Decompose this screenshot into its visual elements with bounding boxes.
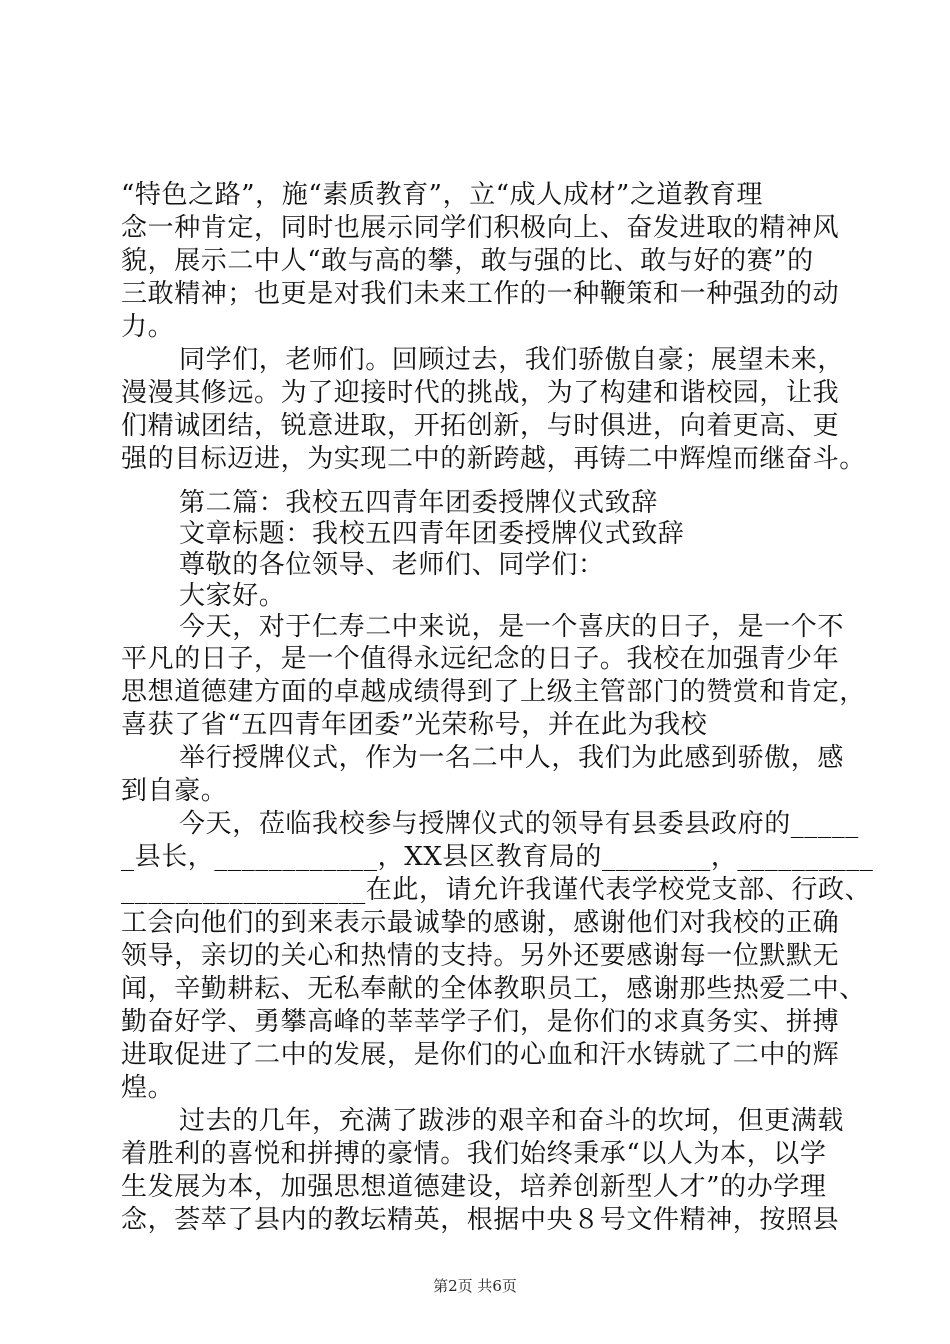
- text-line: 生发展为本，加强思想道德建设，培养创新型人才”的办学理: [121, 1172, 827, 1202]
- text-line: 力。: [121, 312, 175, 342]
- salutation: 尊敬的各位领导、老师们、同学们：: [179, 550, 605, 580]
- text-line: 同学们，老师们。回顾过去，我们骄傲自豪；展望未来，: [179, 345, 845, 375]
- article-title: 文章标题：我校五四青年团委授牌仪式致辞: [179, 519, 685, 549]
- text-line: 闻，辛勤耕耘、无私奉献的全体教职员工，感谢那些热爱二中、: [121, 974, 866, 1004]
- text-line: 举行授牌仪式，作为一名二中人，我们为此感到骄傲，感: [179, 743, 845, 773]
- text-line: 强的目标迈进，为实现二中的新跨越，再铸二中辉煌而继奋斗。: [121, 444, 866, 474]
- text-line: __________________在此，请允许我谨代表学校党支部、行政、: [121, 875, 872, 905]
- text-line: 们精诚团结，锐意进取，开拓创新，与时俱进，向着更高、更: [121, 411, 840, 441]
- greeting: 大家好。: [179, 581, 286, 611]
- text-line: 过去的几年，充满了跋涉的艰辛和奋斗的坎坷，但更满载: [179, 1106, 845, 1136]
- text-line: 到自豪。: [121, 776, 228, 806]
- text-line: “特色之路”，施“素质教育”，立“成人成材”之道教育理: [121, 180, 763, 210]
- text-line: 着胜利的喜悦和拼搏的豪情。我们始终秉承“以人为本，以学: [121, 1139, 827, 1169]
- text-line: 思想道德建方面的卓越成绩得到了上级主管部门的赞赏和肯定，: [121, 677, 866, 707]
- page-number: 第2页 共6页: [433, 1277, 517, 1295]
- text-line: 领导，亲切的关心和热情的支持。另外还要感谢每一位默默无: [121, 941, 840, 971]
- text-line: 平凡的日子，是一个值得永远纪念的日子。我校在加强青少年: [121, 644, 840, 674]
- text-line: 今天，莅临我校参与授牌仪式的领导有县委县政府的_____: [179, 809, 859, 839]
- text-line: 进取促进了二中的发展，是你们的心血和汗水铸就了二中的辉: [121, 1040, 840, 1070]
- text-line: 漫漫其修远。为了迎接时代的挑战，为了构建和谐校园，让我: [121, 378, 840, 408]
- text-line: 喜获了省“五四青年团委”光荣称号，并在此为我校: [121, 710, 708, 740]
- text-line: 工会向他们的到来表示最诚挚的感谢，感谢他们对我校的正确: [121, 908, 840, 938]
- text-line: 勤奋好学、勇攀高峰的莘莘学子们，是你们的求真务实、拼搏: [121, 1007, 840, 1037]
- text-line: 煌。: [121, 1073, 175, 1103]
- text-line: 今天，对于仁寿二中来说，是一个喜庆的日子，是一个不: [179, 612, 845, 642]
- text-line: 念，荟萃了县内的教坛精英，根据中央８号文件精神，按照县: [121, 1205, 840, 1235]
- text-line: _县长，____________，XX县区教育局的________，__________: [121, 842, 874, 872]
- text-line: 貌，展示二中人“敢与高的攀，敢与强的比、敢与好的赛”的: [121, 246, 814, 276]
- section-heading: 第二篇：我校五四青年团委授牌仪式致辞: [179, 488, 658, 518]
- text-line: 三敢精神；也更是对我们未来工作的一种鞭策和一种强劲的动: [121, 279, 840, 309]
- text-line: 念一种肯定，同时也展示同学们积极向上、奋发进取的精神风: [121, 213, 840, 243]
